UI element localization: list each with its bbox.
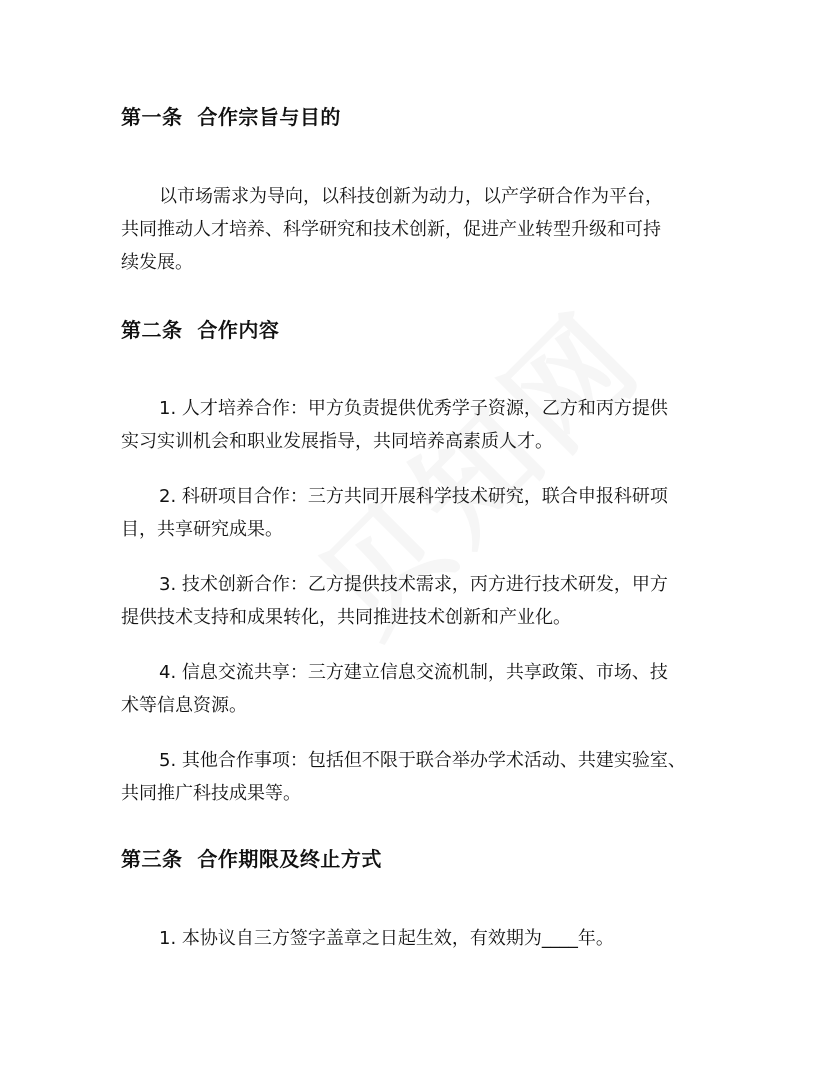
section-2-item-5 (121, 744, 721, 810)
item-line: 4. 信息交流共享：三方建立信息交流机制，共享政策、市场、技 (159, 662, 668, 683)
section-2-item-3 (121, 568, 721, 634)
item-line: 1. 本协议自三方签字盖章之日起生效，有效期为____年。 (159, 928, 614, 949)
section-1-heading: 第一条 合作宗旨与目的 (121, 105, 341, 129)
item-line: 共同推广科技成果等。 (121, 783, 301, 804)
paragraph-line: 共同推动人才培养、科学研究和技术创新，促进产业转型升级和可持 (121, 219, 661, 240)
item-line: 2. 科研项目合作：三方共同开展科学技术研究，联合申报科研项 (159, 486, 668, 507)
section-2-item-2 (121, 480, 721, 546)
item-line: 目，共享研究成果。 (121, 519, 283, 540)
item-line: 提供技术支持和成果转化，共同推进技术创新和产业化。 (121, 607, 571, 628)
section-3-item-1 (121, 922, 721, 955)
section-3-heading: 第三条 合作期限及终止方式 (121, 847, 382, 871)
item-line: 1. 人才培养合作：甲方负责提供优秀学子资源，乙方和丙方提供 (159, 398, 668, 419)
section-2-item-4 (121, 656, 721, 722)
section-2-item-1 (121, 392, 721, 458)
paragraph-line: 以市场需求为导向，以科技创新为动力，以产学研合作为平台， (159, 186, 663, 207)
item-line: 实习实训机会和职业发展指导，共同培养高素质人才。 (121, 431, 553, 452)
section-2-heading: 第二条 合作内容 (121, 318, 280, 342)
item-line: 3. 技术创新合作：乙方提供技术需求，丙方进行技术研发，甲方 (159, 574, 668, 595)
paragraph-line: 续发展。 (121, 252, 193, 273)
item-line: 术等信息资源。 (121, 695, 247, 716)
section-1-paragraph (121, 180, 721, 279)
item-line: 5. 其他合作事项：包括但不限于联合举办学术活动、共建实验室、 (159, 750, 686, 771)
